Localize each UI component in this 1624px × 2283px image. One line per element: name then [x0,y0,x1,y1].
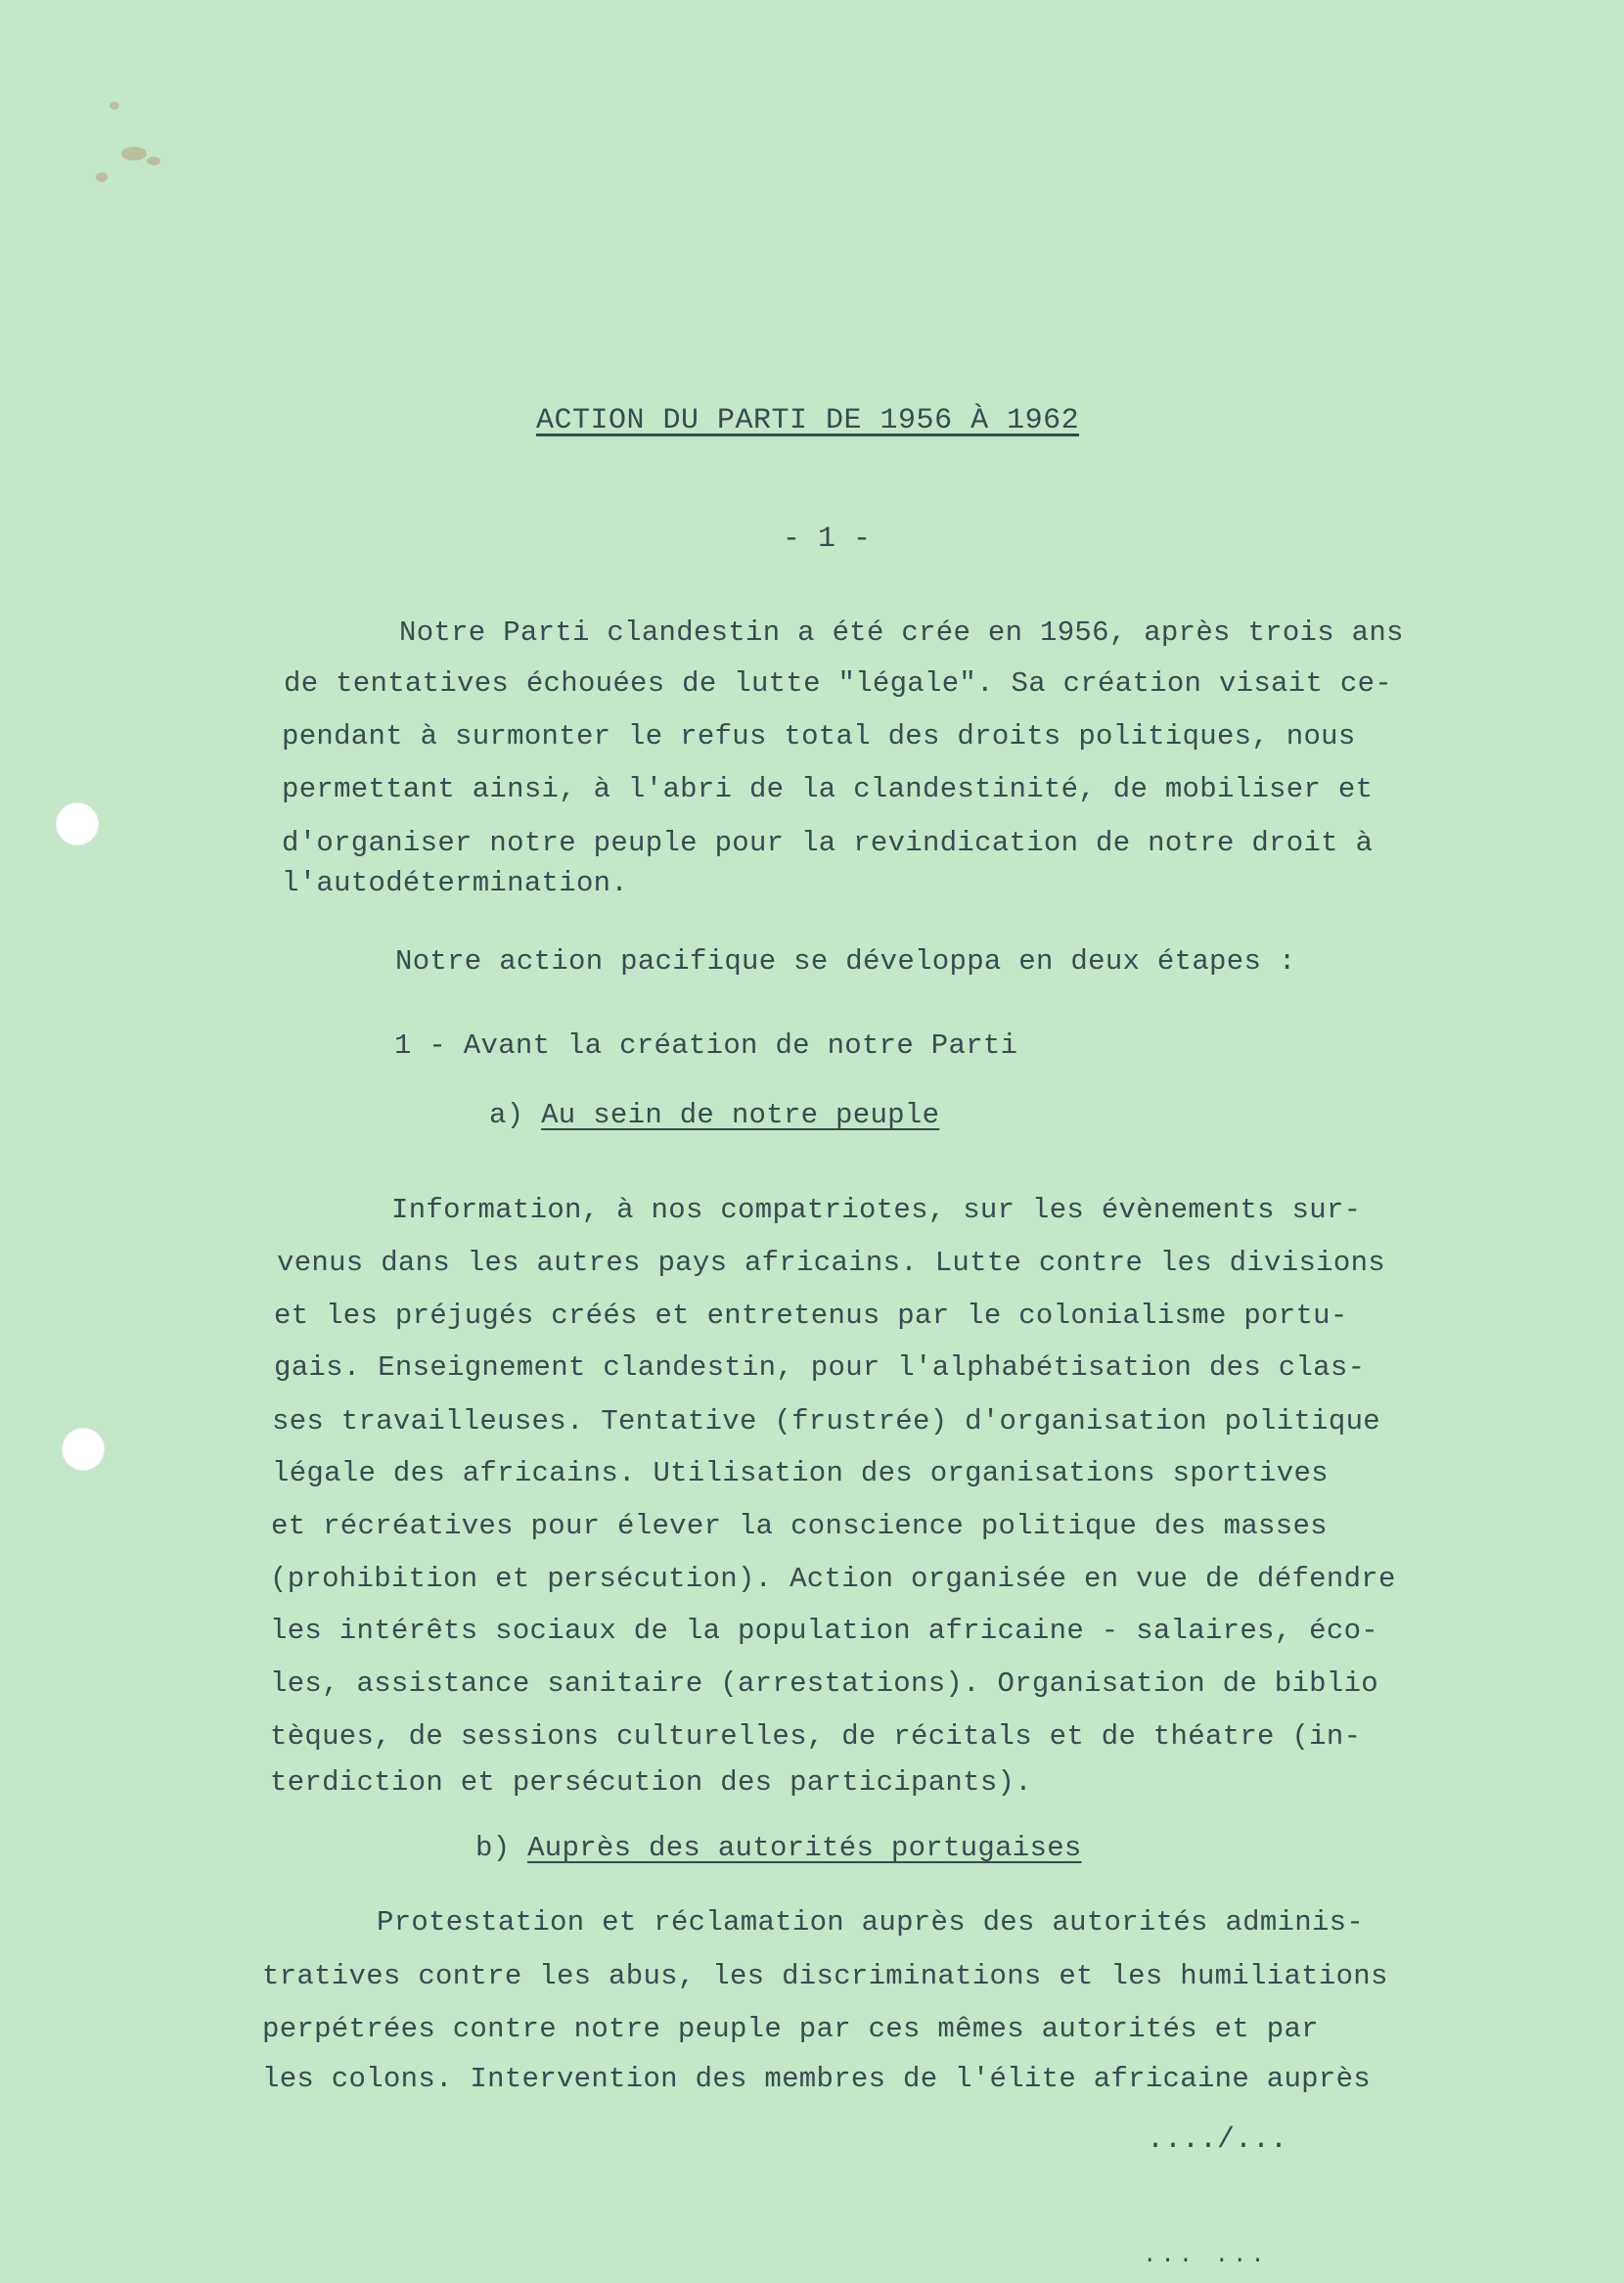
paragraph-1-line-6: l'autodétermination. [282,867,629,899]
punch-hole-bottom [62,1428,105,1471]
bottom-dots: ... ... [1143,2243,1269,2269]
subsection-b-title: Auprès des autorités portugaises [527,1832,1082,1864]
paragraph-2-line-1: Information, à nos compatriotes, sur les évènements sur- [391,1194,1362,1226]
paragraph-2-line-6: légale des africains. Utilisation des organisations sportives [272,1457,1329,1489]
paragraph-3-line-1: Protestation et réclamation auprès des autorités adminis- [377,1906,1365,1939]
paragraph-2-line-12: terdiction et persécution des participants). [270,1766,1032,1799]
paragraph-3-line-2: tratives contre les abus, les discriminations et les humiliations [262,1960,1388,1992]
paragraph-3-line-4: les colons. Intervention des membres de l'élite africaine auprès [262,2063,1371,2095]
paragraph-1-line-4: permettant ainsi, à l'abri de la clandestinité, de mobiliser et [282,773,1374,805]
continuation-mark: ..../... [1147,2123,1288,2157]
subsection-b-heading [475,1832,1082,1864]
paragraph-3-line-3: perpétrées contre notre peuple par ces mêmes autorités et par [262,2013,1319,2045]
paper-stain [147,157,160,165]
paper-stain [110,102,119,110]
section-1-heading: 1 - Avant la création de notre Parti [394,1029,1018,1062]
paragraph-1-line-1: Notre Parti clandestin a été crée en 1956, après trois ans [399,616,1404,649]
paragraph-2-line-11: tèques, de sessions culturelles, de récitals et de théatre (in- [270,1720,1362,1753]
paper-stain [121,147,147,160]
subsection-b-label: b) [475,1832,511,1864]
punch-hole-top [56,802,99,845]
paper-stain [96,172,108,182]
paragraph-2-line-2: venus dans les autres pays africains. Lutte contre les divisions [277,1247,1385,1279]
paragraph-2-line-5: ses travailleuses. Tentative (frustrée) d'organisation politique [272,1405,1380,1438]
paragraph-2-line-10: les, assistance sanitaire (arrestations). Organisation de biblio [270,1667,1378,1700]
paragraph-2-line-9: les intérêts sociaux de la population africaine - salaires, éco- [270,1615,1378,1647]
paragraph-2-line-7: et récréatives pour élever la conscience politique des masses [271,1510,1328,1542]
page-number: - 1 - [783,523,872,556]
paragraph-2-line-8: (prohibition et persécution). Action organisée en vue de défendre [270,1563,1396,1595]
paragraph-1-line-3: pendant à surmonter le refus total des droits politiques, nous [282,720,1356,753]
paragraph-2-line-3: et les préjugés créés et entretenus par le colonialisme portu- [274,1300,1348,1332]
subsection-a-heading [489,1099,939,1131]
subsection-a-title: Au sein de notre peuple [541,1099,940,1131]
intro-steps: Notre action pacifique se développa en deux étapes : [395,945,1296,978]
subsection-a-label: a) [489,1099,524,1131]
paragraph-1-line-2: de tentatives échouées de lutte "légale". Sa création visait ce- [284,667,1392,700]
document-title: ACTION DU PARTI DE 1956 À 1962 [536,404,1080,437]
paragraph-2-line-4: gais. Enseignement clandestin, pour l'alphabétisation des clas- [274,1351,1366,1384]
paragraph-1-line-5: d'organiser notre peuple pour la revindication de notre droit à [282,827,1374,859]
